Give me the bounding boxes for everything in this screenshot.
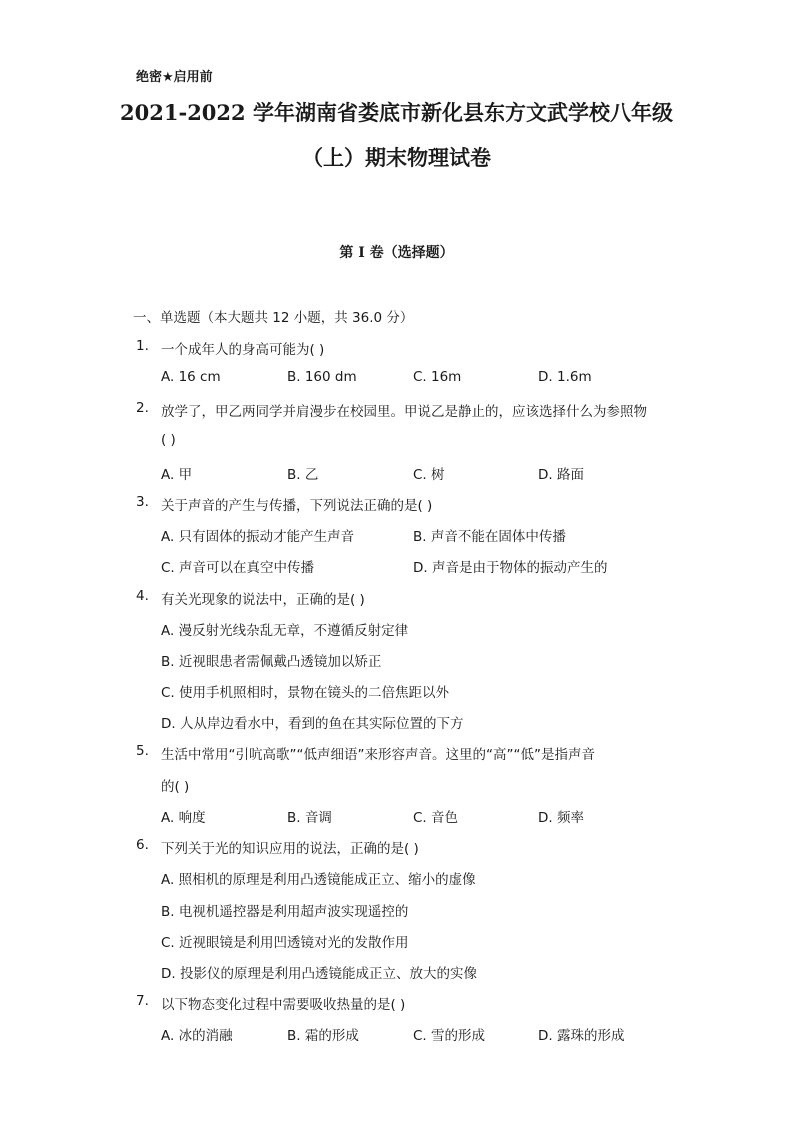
option-d: D. 声音是由于物体的振动产生的 [413, 560, 608, 576]
option-a: A. 只有固体的振动才能产生声音 [161, 529, 355, 545]
question-number: 2. [136, 400, 149, 416]
option-b: B. 霜的形成 [287, 1028, 359, 1044]
question-stem-cont: 的( ) [161, 779, 190, 795]
option-c: C. 声音可以在真空中传播 [161, 560, 315, 576]
question-number: 5. [136, 743, 149, 759]
option-c: C. 雪的形成 [413, 1028, 486, 1044]
question-stem-cont: ( ) [161, 432, 176, 448]
part-title: 第 I 卷（选择题） [339, 245, 454, 261]
option-b: B. 近视眼患者需佩戴凸透镜加以矫正 [161, 654, 382, 670]
option-a: A. 16 cm [161, 369, 221, 385]
option-c: C. 树 [413, 467, 445, 483]
option-b: B. 音调 [287, 810, 332, 826]
confidential-mark: 绝密★启用前 [136, 70, 213, 85]
option-c: C. 使用手机照相时，景物在镜头的二倍焦距以外 [161, 685, 450, 701]
page-title-line-2: （上）期末物理试卷 [302, 145, 491, 170]
option-b: B. 160 dm [287, 369, 357, 385]
option-d: D. 露珠的形成 [538, 1028, 625, 1044]
option-c: C. 16m [413, 369, 462, 385]
option-d: D. 人从岸边看水中，看到的鱼在其实际位置的下方 [161, 716, 464, 732]
option-a: A. 甲 [161, 467, 193, 483]
option-d: D. 路面 [538, 467, 584, 483]
option-d: D. 投影仪的原理是利用凸透镜能成正立、放大的实像 [161, 966, 477, 982]
option-b: B. 声音不能在固体中传播 [413, 529, 566, 545]
question-stem: 下列关于光的知识应用的说法，正确的是( ) [161, 841, 419, 857]
question-stem: 生活中常用“引吭高歌”“低声细语”来形容声音。这里的“高”“低”是指声音 [161, 747, 595, 763]
option-a: A. 冰的消融 [161, 1028, 233, 1044]
question-number: 6. [136, 837, 149, 853]
question-stem: 有关光现象的说法中，正确的是( ) [161, 592, 365, 608]
option-b: B. 乙 [287, 467, 319, 483]
section-title: 一、单选题（本大题共 12 小题，共 36.0 分） [133, 310, 414, 326]
page-title-line-1: 2021-2022 学年湖南省娄底市新化县东方文武学校八年级 [120, 100, 673, 125]
question-number: 1. [136, 338, 149, 354]
option-d: D. 1.6m [538, 369, 592, 385]
question-stem: 放学了，甲乙两同学并肩漫步在校园里。甲说乙是静止的，应该选择什么为参照物 [161, 404, 647, 420]
question-stem: 以下物态变化过程中需要吸收热量的是( ) [161, 997, 406, 1013]
option-c: C. 近视眼镜是利用凹透镜对光的发散作用 [161, 935, 409, 951]
question-number: 7. [136, 993, 149, 1009]
option-a: A. 照相机的原理是利用凸透镜能成正立、缩小的虚像 [161, 872, 476, 888]
option-a: A. 响度 [161, 810, 206, 826]
option-a: A. 漫反射光线杂乱无章，不遵循反射定律 [161, 623, 409, 639]
question-number: 4. [136, 588, 149, 604]
question-number: 3. [136, 494, 149, 510]
option-c: C. 音色 [413, 810, 459, 826]
question-stem: 关于声音的产生与传播，下列说法正确的是( ) [161, 498, 433, 514]
question-stem: 一个成年人的身高可能为( ) [161, 342, 325, 358]
option-b: B. 电视机遥控器是利用超声波实现遥控的 [161, 904, 409, 920]
option-d: D. 频率 [538, 810, 584, 826]
